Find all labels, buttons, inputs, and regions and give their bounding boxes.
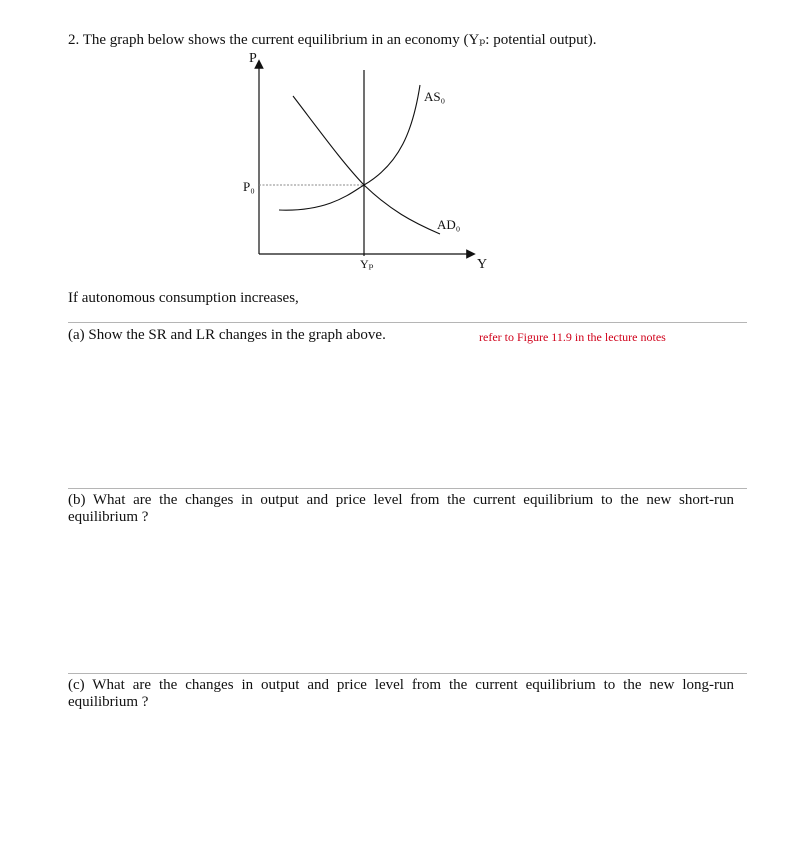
answer-divider <box>68 322 747 323</box>
as-curve-label: AS₀ <box>424 89 446 104</box>
ad-curve <box>293 96 440 234</box>
answer-divider <box>68 488 747 489</box>
part-a-prompt: (a) Show the SR and LR changes in the graph above. <box>68 327 386 343</box>
answer-divider <box>68 673 747 674</box>
price-level-label: P₀ <box>243 179 255 194</box>
question-intro: If autonomous consumption increases, <box>68 290 299 306</box>
ad-curve-label: AD₀ <box>437 217 461 232</box>
part-a-answer-note: refer to Figure 11.9 in the lecture notes <box>479 330 666 344</box>
y-axis-label: P <box>249 51 257 66</box>
part-c-prompt: (c) What are the changes in output and price level from the current equilibrium to the new long-run equilibrium ? <box>68 677 734 710</box>
x-axis-label: Y <box>477 257 488 272</box>
question-title: 2. The graph below shows the current equilibrium in an economy (Yₚ: potential output). <box>68 32 597 48</box>
as-curve <box>279 85 420 210</box>
potential-output-label: Yₚ <box>360 257 374 271</box>
part-b-prompt: (b) What are the changes in output and price level from the current equilibrium to the new short-run equilibrium ? <box>68 492 734 525</box>
